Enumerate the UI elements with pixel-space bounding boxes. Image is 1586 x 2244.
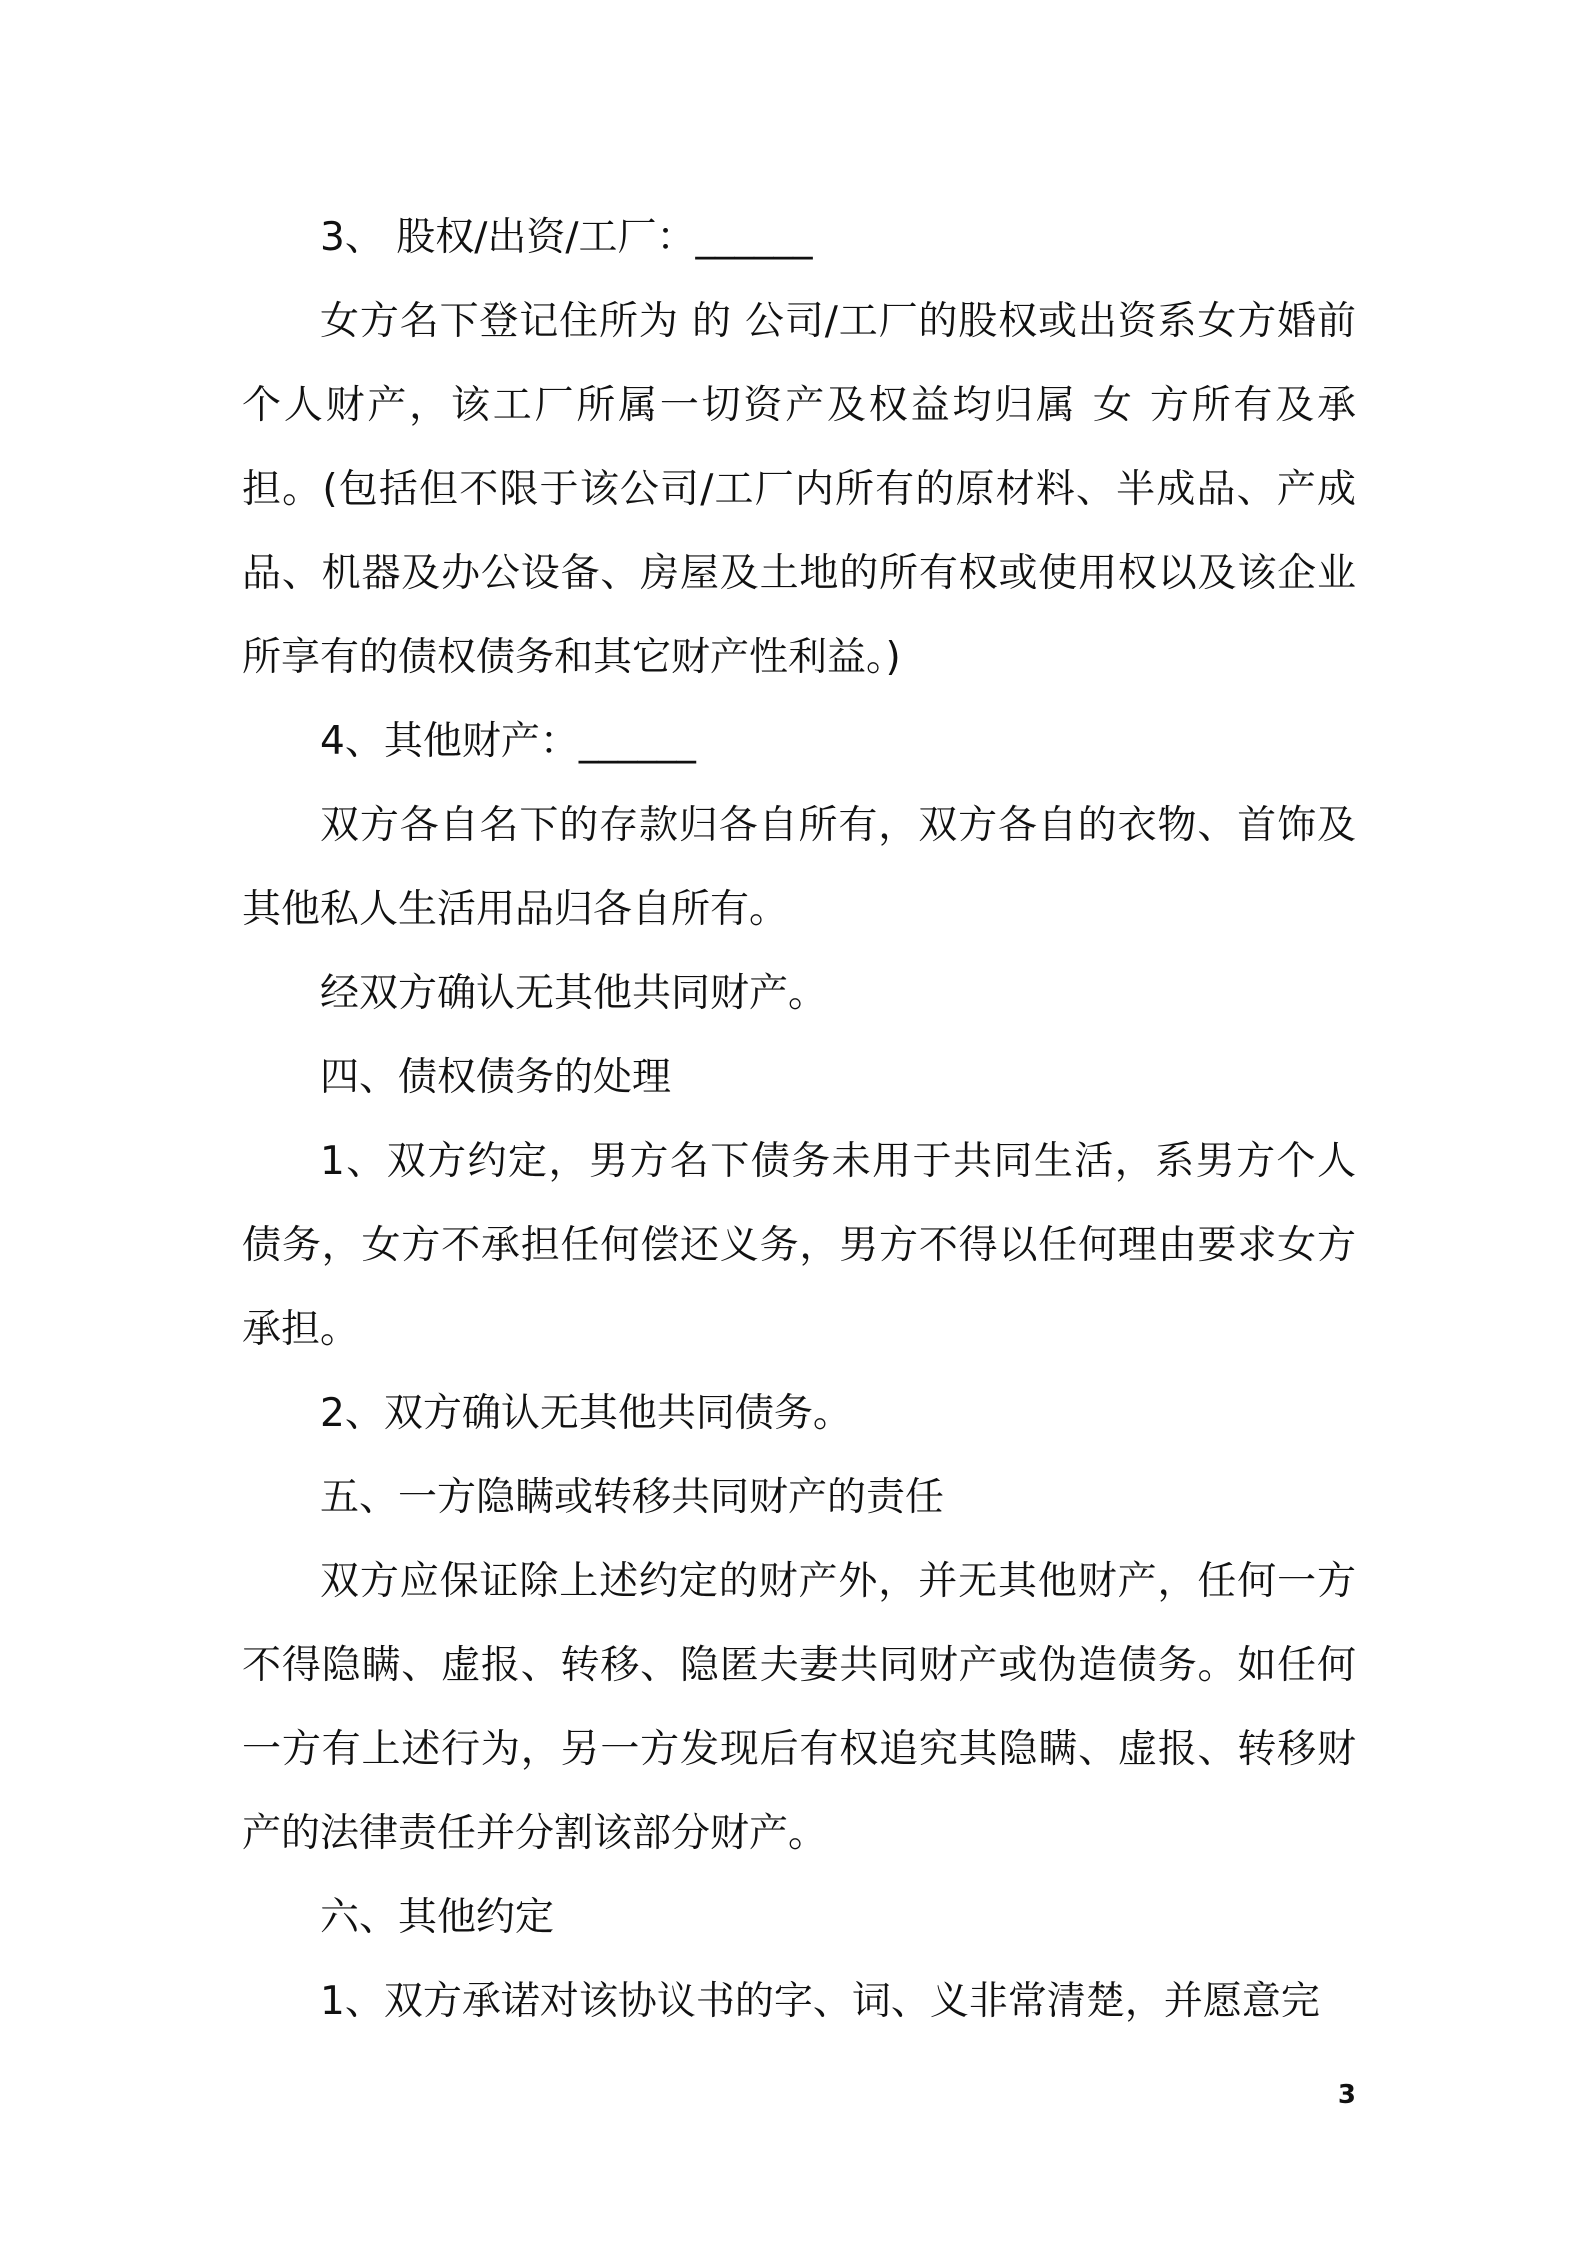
- paragraph-debt-1: 1、双方约定，男方名下债务未用于共同生活，系男方个人债务，女方不承担任何偿还义务，男方不得以任何理由要求女方承担。: [242, 1139, 1356, 1352]
- section-heading-other: 六、其他约定: [320, 1895, 555, 1940]
- paragraph-no-common-property: 经双方确认无其他共同财产。: [320, 971, 828, 1016]
- paragraph-equity-body: 女方名下登记住所为 的 公司/工厂的股权或出资系女方婚前个人财产，该工厂所属一切资产及权益均归属 女 方所有及承担。(包括但不限于该公司/工厂内所有的原材料、半成品、产成品、机器及办公设备、房屋及土地的所有权或使用权以及该企业所享有的债权债务和其它财产性利益。): [242, 299, 1356, 680]
- paragraph-other-property-heading: 4、其他财产：______: [320, 719, 696, 764]
- document-body: [242, 196, 1356, 2044]
- section-heading-debts: 四、债权债务的处理: [320, 1055, 672, 1100]
- paragraph-other-1: 1、双方承诺对该协议书的字、词、义非常清楚，并愿意完: [320, 1979, 1320, 2024]
- paragraph-debt-2: 2、双方确认无其他共同债务。: [320, 1391, 852, 1436]
- page-number: 3: [1337, 2080, 1356, 2110]
- paragraph-equity-heading: 3、 股权/出资/工厂：______: [320, 215, 813, 260]
- paragraph-concealment-body: 双方应保证除上述约定的财产外，并无其他财产，任何一方不得隐瞒、虚报、转移、隐匿夫妻共同财产或伪造债务。如任何一方有上述行为，另一方发现后有权追究其隐瞒、虚报、转移财产的法律责任并分割该部分财产。: [242, 1559, 1356, 1856]
- paragraph-other-property-body: 双方各自名下的存款归各自所有，双方各自的衣物、首饰及其他私人生活用品归各自所有。: [242, 803, 1356, 932]
- section-heading-concealment: 五、一方隐瞒或转移共同财产的责任: [320, 1475, 945, 1520]
